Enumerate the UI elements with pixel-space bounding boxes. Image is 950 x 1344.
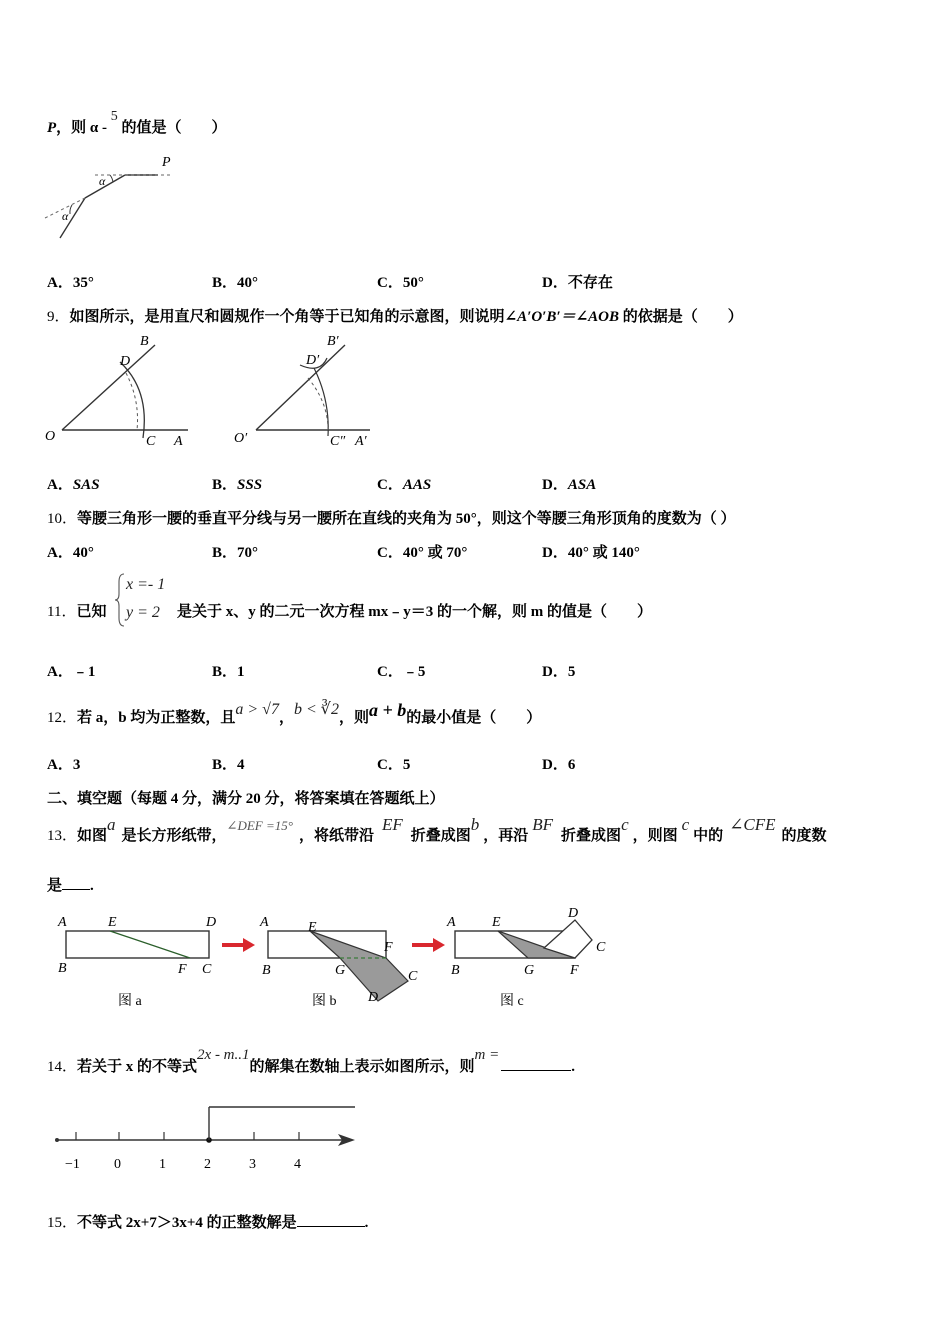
q9-option-a-letter: A． (47, 477, 73, 493)
q9-fig2-a: A′ (355, 434, 367, 449)
q12-m3: a + b (368, 700, 407, 720)
q9-fig1-c: C (146, 434, 156, 449)
q11-num: 11． (47, 604, 77, 620)
q13-answer-blank[interactable] (62, 889, 90, 890)
q13-fig-a-f: F (178, 962, 187, 977)
q15-num: 15． (47, 1215, 78, 1231)
q9-num: 9． (47, 309, 70, 325)
q13-fig-b-b: B (262, 963, 271, 978)
q13-m-angle: ∠DEF =15° (226, 818, 293, 833)
q14-m2: m = (474, 1047, 500, 1063)
q8-option-a: A．35° (47, 275, 94, 291)
q12-text2: ，则 (338, 710, 369, 726)
q9-fig1-o: O (45, 429, 56, 444)
q13-line2 (47, 874, 94, 895)
q14-axis-label-2: 2 (204, 1157, 211, 1172)
q11-option-d: D．5 (542, 664, 576, 680)
q13-fig-c-g: G (524, 963, 535, 978)
section2-title: 二、填空题（每题 4 分，满分 20 分，将答案填在答题纸上） (47, 791, 445, 807)
q13-t5: ，再沿 (483, 828, 529, 844)
q13-num: 13． (47, 828, 78, 844)
q8-stem-text1: ，则 α - (56, 120, 111, 136)
q12-text1: 若 a，b 均为正整数，且 (77, 710, 236, 726)
q10-option-c: C．40° 或 70° (377, 545, 468, 561)
q10-num: 10． (47, 511, 78, 527)
q14-axis-label-4: 4 (294, 1157, 301, 1172)
q12-option-b: B．4 (212, 757, 245, 773)
q9-fig1-b: B (140, 334, 149, 349)
q13-fig-c-caption: 图 c (500, 994, 524, 1009)
q14-axis-label-neg1: −1 (65, 1157, 80, 1172)
q12-stem (47, 700, 542, 727)
q9-figure-1 (40, 330, 200, 455)
q13-line2-pre: 是 (47, 878, 63, 894)
q13-t9: 的度数 (781, 828, 827, 844)
q13-red-arrow-1 (222, 938, 255, 952)
q11-option-a: A．﹣1 (47, 664, 96, 680)
q13-m-a: a (107, 815, 116, 834)
q9-text1: 如图所示，是用直尺和圆规作一个角等于已知角的示意图，则说明 (69, 309, 505, 325)
q11-eq1: x =- 1 (126, 576, 166, 593)
q9-option-c-letter: C． (377, 477, 403, 493)
q8-stem-text2: 的值是（ ） (117, 120, 227, 136)
q13-fig-b-e: E (308, 920, 317, 935)
q9-fig1-d: D (120, 354, 131, 369)
q13-fig-a-c: C (202, 962, 212, 977)
q13-t8: 中的 (693, 828, 724, 844)
q13-fig-a-d: D (206, 915, 217, 930)
q10-text: 等腰三角形一腰的垂直平分线与另一腰所在直线的夹角为 50°，则这个等腰三角形顶角的度数为（ ） (77, 511, 736, 527)
q13-t6: 折叠成图 (561, 828, 622, 844)
q11-option-b: B．1 (212, 664, 245, 680)
q13-red-arrow-2 (412, 938, 445, 952)
q9-option-b-letter: B． (212, 477, 238, 493)
q9-option-a (47, 473, 100, 494)
q13-fig-c-b: B (451, 963, 460, 978)
q12-text3: 的最小值是（ ） (406, 710, 542, 726)
q8-stem (47, 109, 227, 137)
q14-axis-label-0: 0 (114, 1157, 121, 1172)
q11-stem (47, 600, 106, 621)
q13-fig-c-f: F (570, 963, 579, 978)
q9-fig2-d: D′ (306, 353, 320, 368)
q9-fig1-a: A (174, 434, 183, 449)
q12-option-d: D．6 (542, 757, 576, 773)
q13-t3: ，将纸带沿 (298, 828, 374, 844)
q8-figure (40, 150, 190, 245)
q9-option-b (212, 473, 262, 494)
q11-text2: 是关于 x、y 的二元一次方程 mx﹣y＝3 的一个解，则 m 的值是（ ） (177, 604, 652, 620)
q9-stem (47, 305, 743, 326)
q13-t4: 折叠成图 (410, 828, 471, 844)
q13-m-c2: c (681, 815, 690, 834)
q8-option-c: C．50° (377, 275, 424, 291)
q13-m-b: b (470, 815, 480, 834)
q9-option-b-value: SSS (237, 477, 263, 493)
q9-fig2-c: C″ (330, 434, 346, 449)
q13-fig-a-e: E (108, 915, 117, 930)
q14-axis-label-3: 3 (249, 1157, 256, 1172)
q14-text1: 若关于 x 的不等式 (77, 1059, 198, 1075)
q11-option-c: C．﹣5 (377, 664, 426, 680)
q14-stem (47, 1047, 576, 1076)
q8-fig-label-p: P (162, 155, 171, 170)
q13-fig-c-e: E (492, 915, 501, 930)
q14-num: 14． (47, 1059, 78, 1075)
q14-number-line (50, 1100, 370, 1180)
q12-m2: b < ∛2 (293, 701, 339, 718)
q14-m1: 2x - m..1 (197, 1047, 250, 1063)
q10-option-b: B．70° (212, 545, 259, 561)
q13-fig-c-c: C (596, 940, 606, 955)
q12-m1: a > √7 (235, 701, 279, 718)
q9-option-d-value: ASA (567, 477, 597, 493)
q9-option-c-value: AAS (402, 477, 432, 493)
q13-fig-b-f: F (384, 940, 393, 955)
q13-fig-c-a: A (447, 915, 456, 930)
q9-fig2-o: O′ (234, 431, 248, 446)
q8-fig-label-a2: α (62, 209, 69, 223)
q9-figure-2 (230, 330, 390, 455)
q9-option-d (542, 473, 596, 494)
q13-t2: 是长方形纸带， (121, 828, 227, 844)
q13-fig-a-caption: 图 a (118, 994, 142, 1009)
q12-option-a: A．3 (47, 757, 81, 773)
q13-fig-b-a: A (260, 915, 269, 930)
q13-fig-a-a: A (58, 915, 67, 930)
q8-option-b: B．40° (212, 275, 259, 291)
q9-option-d-letter: D． (542, 477, 568, 493)
q13-stem (47, 815, 827, 845)
q14-axis-label-1: 1 (159, 1157, 166, 1172)
q13-m-cfe: ∠CFE (729, 815, 776, 834)
q8-option-d: D．不存在 (542, 275, 613, 291)
q13-m-bf: BF (532, 815, 554, 834)
q10-stem (47, 507, 736, 528)
q12-num: 12． (47, 710, 78, 726)
q9-text2: 的依据是（ ） (619, 309, 743, 325)
q9-math: ∠A′O′B′＝∠AOB (504, 309, 620, 325)
q13-fig-a-b: B (58, 961, 67, 976)
q8-fig-label-a1: α (99, 174, 106, 188)
q8-stem-sup: 5 (110, 109, 118, 124)
q12-option-c: C．5 (377, 757, 411, 773)
q15-answer-blank[interactable] (297, 1226, 365, 1227)
q12-sep: ， (278, 710, 294, 726)
q14-text2: 的解集在数轴上表示如图所示，则 (249, 1059, 475, 1075)
q11-text1: 已知 (76, 604, 107, 620)
q8-stem-p: P (47, 120, 57, 136)
q9-option-c (377, 473, 431, 494)
q10-option-d: D．40° 或 140° (542, 545, 640, 561)
q13-t1: 如图 (77, 828, 108, 844)
q14-answer-blank[interactable] (501, 1070, 571, 1071)
q13-fig-b-c: C (408, 969, 418, 984)
q11-eq2: y = 2 (126, 604, 160, 621)
q10-option-a: A．40° (47, 545, 94, 561)
q13-fig-b-caption: 图 b (312, 994, 337, 1009)
q13-line2-post: . (90, 878, 94, 894)
q9-option-a-value: SAS (72, 477, 100, 493)
q13-figure (50, 905, 630, 1017)
q13-m-c: c (621, 815, 629, 834)
q13-t7: ，则图 (632, 828, 678, 844)
q13-fig-c-d: D (568, 906, 579, 921)
q13-fig-b-g: G (335, 963, 346, 978)
q13-fig-b-d: D (368, 990, 379, 1005)
q13-m-ef: EF (381, 815, 403, 834)
q15-stem (47, 1211, 368, 1232)
q15-text-end: . (364, 1215, 369, 1231)
q14-text3: . (571, 1059, 576, 1075)
q9-fig2-b: B′ (327, 334, 339, 349)
q15-text: 不等式 2x+7＞3x+4 的正整数解是 (77, 1215, 297, 1231)
